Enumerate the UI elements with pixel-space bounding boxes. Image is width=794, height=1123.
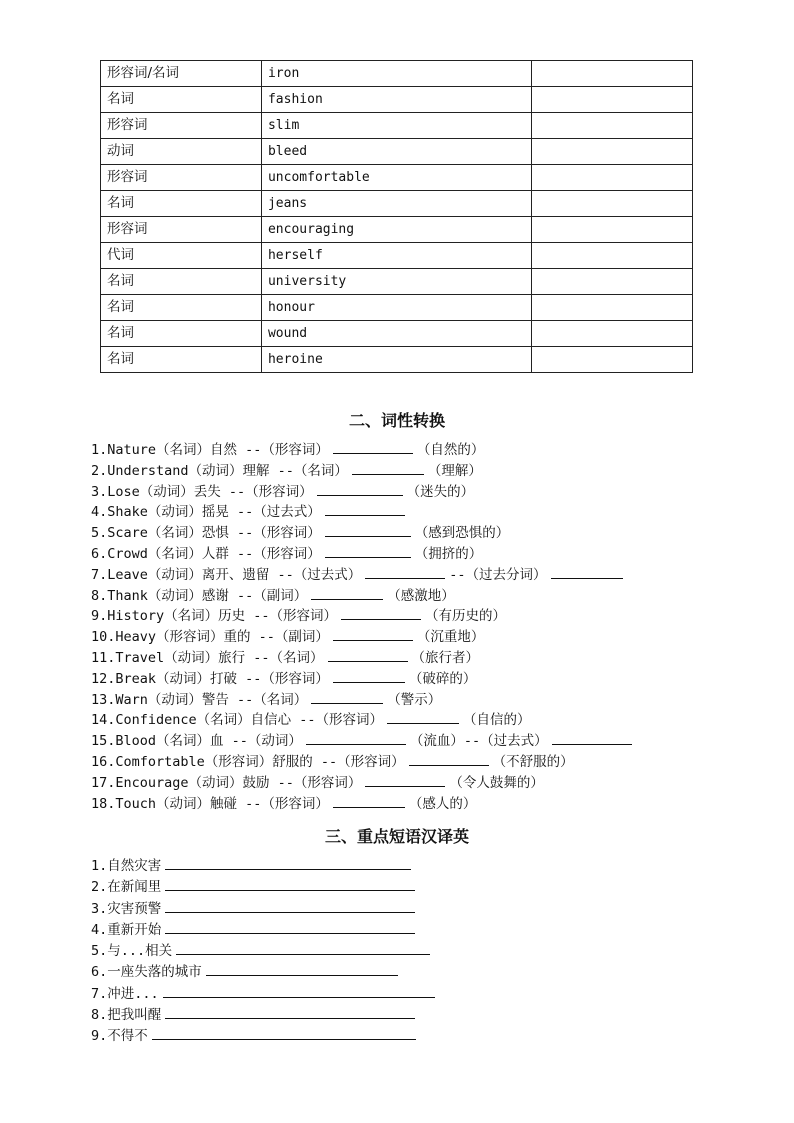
table-row — [101, 347, 693, 373]
word-cell: iron — [261, 61, 531, 87]
answer-blank[interactable] — [325, 543, 411, 558]
list-item — [91, 605, 636, 626]
answer-blank[interactable] — [311, 689, 383, 704]
prompt-text: 16.Comfortable（形容词）舒服的 --（形容词） — [91, 753, 405, 770]
part-of-speech-cell: 动词 — [101, 139, 262, 165]
prompt-text: 7.Leave（动词）离开、遗留 --（过去式） — [91, 566, 362, 583]
answer-blank[interactable] — [152, 1025, 416, 1040]
table-row — [101, 295, 693, 321]
prompt-text: 13.Warn（动词）警告 --（名词） — [91, 691, 308, 708]
answer-cell[interactable] — [532, 61, 693, 87]
answer-cell[interactable] — [532, 269, 693, 295]
answer-blank[interactable] — [325, 522, 411, 537]
answer-cell[interactable] — [532, 191, 693, 217]
list-item — [91, 919, 439, 940]
list-item — [91, 751, 636, 772]
list-item — [91, 961, 439, 982]
list-item — [91, 647, 636, 668]
list-item — [91, 668, 636, 689]
hint-text: --（过去分词） — [449, 566, 547, 583]
answer-cell[interactable] — [532, 165, 693, 191]
word-cell: wound — [261, 321, 531, 347]
part-of-speech-cell: 名词 — [101, 191, 262, 217]
answer-blank[interactable] — [165, 876, 415, 891]
answer-blank[interactable] — [165, 919, 415, 934]
answer-blank[interactable] — [165, 855, 411, 870]
section3-title: 三、重点短语汉译英 — [324, 827, 469, 846]
list-item — [91, 585, 636, 606]
part-of-speech-cell: 名词 — [101, 87, 262, 113]
answer-blank[interactable] — [333, 793, 405, 808]
answer-cell[interactable] — [532, 217, 693, 243]
word-cell: honour — [261, 295, 531, 321]
section2-title: 二、词性转换 — [348, 411, 445, 430]
table-row — [101, 87, 693, 113]
hint-text: （旅行者） — [411, 649, 480, 666]
answer-cell[interactable] — [532, 347, 693, 373]
list-item — [91, 855, 439, 876]
phrase-text: 5.与...相关 — [91, 943, 173, 960]
answer-blank[interactable] — [365, 772, 445, 787]
answer-blank[interactable] — [306, 730, 406, 745]
list-item — [91, 898, 439, 919]
prompt-text: 15.Blood（名词）血 --（动词） — [91, 733, 302, 750]
table-row — [101, 243, 693, 269]
hint-text: （破碎的） — [408, 670, 477, 687]
hint-text: （拥挤的） — [414, 545, 483, 562]
phrase-text: 1.自然灾害 — [91, 858, 162, 874]
prompt-text: 5.Scare（名词）恐惧 --（形容词） — [91, 525, 321, 542]
prompt-text: 11.Travel（动词）旅行 --（名词） — [91, 649, 324, 666]
word-cell: jeans — [261, 191, 531, 217]
table-row — [101, 113, 693, 139]
hint-text: （自信的） — [463, 712, 531, 729]
hint-text: （自然的） — [416, 442, 485, 458]
phrase-text: 2.在新闻里 — [91, 879, 162, 896]
phrase-text: 8.把我叫醒 — [91, 1007, 162, 1024]
answer-blank[interactable] — [365, 564, 445, 579]
list-item — [91, 564, 636, 585]
vocab-table-body — [101, 61, 693, 373]
hint-text: （警示） — [387, 691, 442, 708]
answer-blank[interactable] — [387, 709, 459, 724]
prompt-text: 2.Understand（动词）理解 --（名词） — [91, 462, 348, 479]
answer-blank[interactable] — [352, 460, 424, 475]
prompt-text: 17.Encourage（动词）鼓励 --（形容词） — [91, 774, 362, 791]
list-item — [91, 501, 636, 522]
answer-cell[interactable] — [532, 113, 693, 139]
answer-cell[interactable] — [532, 87, 693, 113]
prompt-text: 3.Lose（动词）丢失 --（形容词） — [91, 483, 313, 500]
part-of-speech-cell: 形容词 — [101, 217, 262, 243]
prompt-text: 14.Confidence（名词）自信心 --（形容词） — [91, 712, 384, 729]
prompt-text: 9.History（名词）历史 --（形容词） — [91, 608, 338, 625]
list-item — [91, 522, 636, 543]
word-cell: slim — [261, 113, 531, 139]
prompt-text: 4.Shake（动词）摇晃 --（过去式） — [91, 504, 321, 521]
word-cell: fashion — [261, 87, 531, 113]
table-row — [101, 191, 693, 217]
phrase-text: 4.重新开始 — [91, 921, 162, 938]
prompt-text: 1.Nature（名词）自然 --（形容词） — [91, 442, 329, 458]
word-cell: university — [261, 269, 531, 295]
answer-blank[interactable] — [551, 564, 623, 579]
word-cell: heroine — [261, 347, 531, 373]
phrase-text: 7.冲进... — [91, 985, 159, 1002]
list-item — [91, 481, 636, 502]
hint-text: （理解） — [427, 462, 482, 479]
table-row — [101, 165, 693, 191]
answer-blank[interactable] — [333, 668, 405, 683]
answer-blank[interactable] — [333, 626, 413, 641]
word-conversion-list — [91, 439, 636, 813]
part-of-speech-cell: 名词 — [101, 269, 262, 295]
table-row — [101, 61, 693, 87]
answer-blank[interactable] — [409, 751, 489, 766]
list-item — [91, 709, 636, 730]
list-item — [91, 439, 636, 460]
word-cell: encouraging — [261, 217, 531, 243]
table-row — [101, 321, 693, 347]
word-cell: bleed — [261, 139, 531, 165]
answer-blank[interactable] — [341, 605, 421, 620]
list-item — [91, 460, 636, 481]
list-item — [91, 626, 636, 647]
answer-cell[interactable] — [532, 295, 693, 321]
hint-text: （感到恐惧的） — [414, 525, 510, 542]
answer-blank[interactable] — [552, 730, 632, 745]
answer-blank[interactable] — [325, 501, 405, 516]
list-item — [91, 983, 439, 1004]
part-of-speech-cell: 形容词 — [101, 165, 262, 191]
answer-blank[interactable] — [328, 647, 408, 662]
list-item — [91, 1004, 439, 1025]
list-item — [91, 689, 636, 710]
part-of-speech-cell: 名词 — [101, 295, 262, 321]
list-item — [91, 793, 636, 814]
answer-blank[interactable] — [311, 585, 383, 600]
vocab-table — [100, 60, 693, 373]
table-row — [101, 269, 693, 295]
list-item — [91, 876, 439, 897]
word-cell: uncomfortable — [261, 165, 531, 191]
hint-text: （沉重地） — [416, 629, 485, 646]
list-item — [91, 543, 636, 564]
phrase-text: 6.一座失落的城市 — [91, 964, 202, 981]
list-item — [91, 1025, 439, 1046]
answer-blank[interactable] — [206, 961, 398, 976]
answer-blank[interactable] — [333, 439, 413, 454]
answer-blank[interactable] — [163, 983, 435, 998]
part-of-speech-cell: 名词 — [101, 321, 262, 347]
part-of-speech-cell: 形容词/名词 — [101, 61, 262, 87]
answer-cell[interactable] — [532, 139, 693, 165]
list-item — [91, 730, 636, 751]
hint-text: （感激地） — [387, 587, 455, 604]
prompt-text: 18.Touch（动词）触碰 --（形容词） — [91, 795, 329, 812]
list-item — [91, 940, 439, 961]
table-row — [101, 139, 693, 165]
phrase-text: 9.不得不 — [91, 1028, 148, 1045]
answer-cell[interactable] — [532, 243, 693, 269]
phrase-translation-list — [91, 855, 439, 1047]
word-cell: herself — [261, 243, 531, 269]
table-row — [101, 217, 693, 243]
prompt-text: 10.Heavy（形容词）重的 --（副词） — [91, 629, 329, 646]
answer-blank[interactable] — [176, 940, 430, 955]
answer-blank[interactable] — [165, 1004, 415, 1019]
hint-text: （不舒服的） — [492, 753, 574, 770]
list-item — [91, 772, 636, 793]
answer-blank[interactable] — [317, 481, 403, 496]
phrase-text: 3.灾害预警 — [91, 900, 162, 917]
answer-cell[interactable] — [532, 321, 693, 347]
part-of-speech-cell: 代词 — [101, 243, 262, 269]
hint-text: （迷失的） — [406, 483, 475, 500]
hint-text: （令人鼓舞的） — [449, 774, 544, 791]
prompt-text: 6.Crowd（名词）人群 --（形容词） — [91, 545, 321, 562]
prompt-text: 12.Break（动词）打破 --（形容词） — [91, 670, 329, 687]
part-of-speech-cell: 名词 — [101, 347, 262, 373]
hint-text: （流血）--（过去式） — [409, 733, 548, 750]
hint-text: （感人的） — [408, 795, 477, 812]
prompt-text: 8.Thank（动词）感谢 --（副词） — [91, 587, 308, 604]
hint-text: （有历史的） — [425, 608, 507, 625]
part-of-speech-cell: 形容词 — [101, 113, 262, 139]
answer-blank[interactable] — [165, 898, 415, 913]
